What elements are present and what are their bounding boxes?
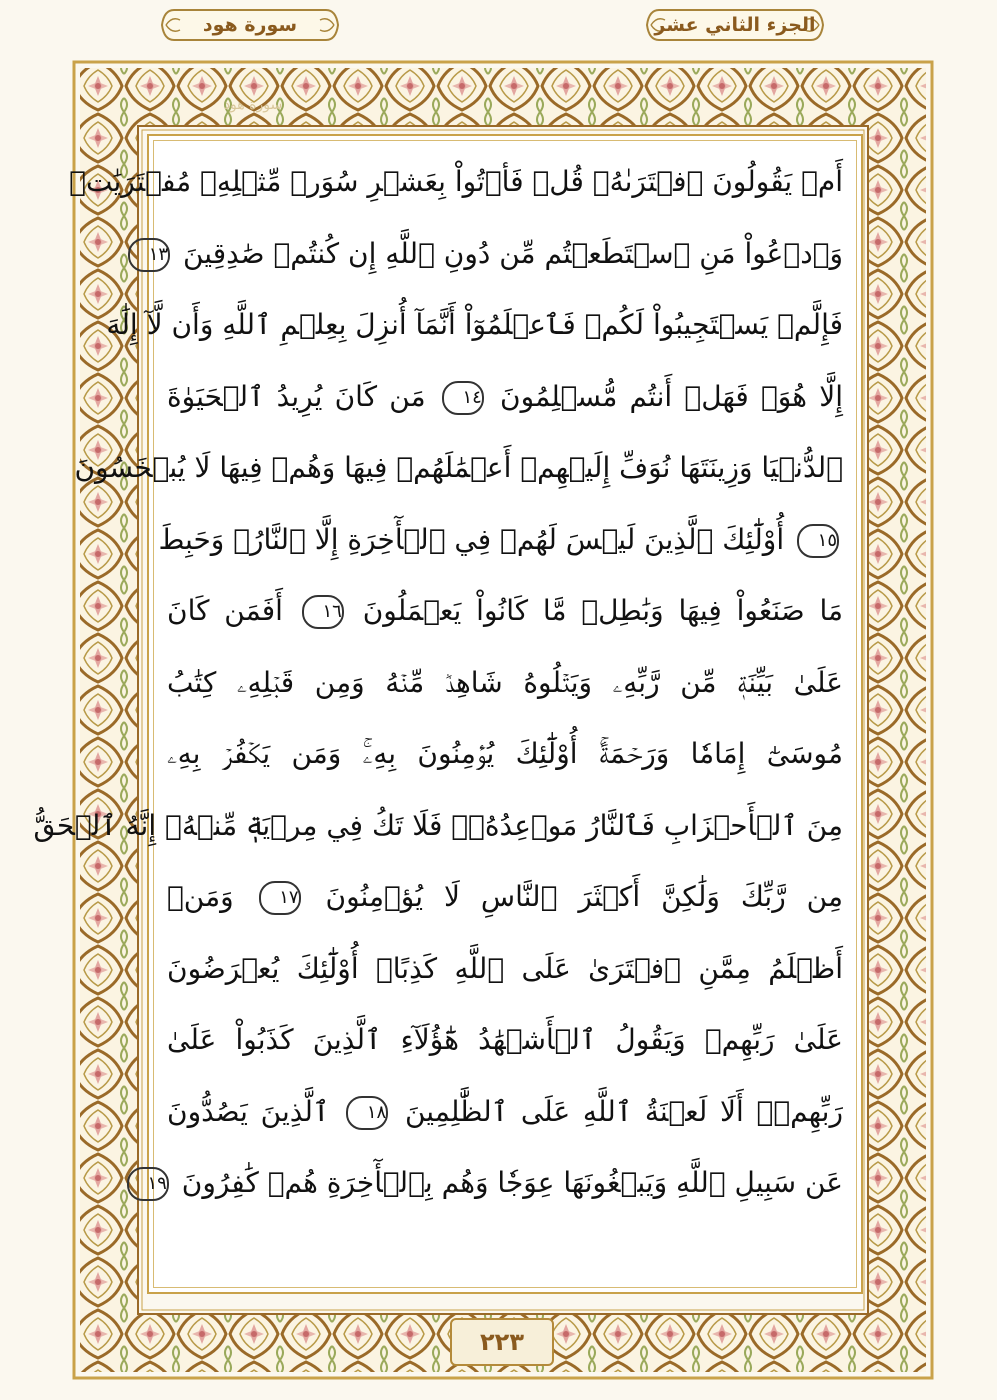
verse-line [149,1163,861,1203]
verse-text: رَبِّهِمۡۚ أَلَا لَعۡنَةُ ٱللَّهِ عَلَى ٱلظَّٰلِمِينَ [404,1094,843,1128]
verse-text: أَمۡ يَقُولُونَ ٱفۡتَرَىٰهُۖ قُلۡ فَأۡتُواْ بِعَشۡرِ سُوَرٖ مِّثۡلِهِۦ مُفۡتَرَيَٰتٖ [69,165,843,198]
ayah-number-marker: ١٧ [259,881,301,915]
verse-line [149,949,861,989]
ornament-label: سورة هود [223,97,283,113]
verse-text: أَفَمَن كَانَ [167,594,283,627]
verse-text: وَٱدۡعُواْ مَنِ ٱسۡتَطَعۡتُم مِّن دُونِ ٱللَّهِ إِن كُنتُمۡ صَٰدِقِينَ [182,236,843,270]
surah-name-label: سورة هود [202,14,298,36]
ayah-number-marker: ١٦ [302,595,344,629]
verse-text: مِن رَّبِّكَ وَلَٰكِنَّ أَكۡثَرَ ٱلنَّاسِ لَا يُؤۡمِنُونَ [325,880,843,913]
surah-name-tab [160,8,340,42]
ayah-number-marker: ١٩ [127,1167,169,1201]
verse-line [149,1092,861,1132]
verse-text: عَلَىٰ رَبِّهِمۡ وَيَقُولُ ٱلۡأَشۡهَٰدُ هَٰٓؤُلَآءِ ٱلَّذِينَ كَذَبُواْ عَلَىٰ [167,1023,843,1056]
quran-text-panel [33,134,863,1294]
verse-line [106,305,861,345]
verse-text: ٱلدُّنۡيَا وَزِينَتَهَا نُوَفِّ إِلَيۡهِمۡ أَعۡمَٰلَهُمۡ فِيهَا وَهُمۡ فِيهَا لَا يُبۡخَسُونَ [74,451,843,484]
verse-line [149,234,861,274]
verse-text: مَن كَانَ يُرِيدُ ٱلۡحَيَوٰةَ [167,379,426,413]
verse-line [149,1020,861,1060]
verse-text: إِلَّا هُوَۖ فَهَلۡ أَنتُم مُّسۡلِمُونَ [500,379,843,413]
verse-text: أُوْلَٰٓئِكَ ٱلَّذِينَ لَيۡسَ لَهُمۡ فِي ٱلۡأٓخِرَةِ إِلَّا ٱلنَّارُۖ وَحَبِطَ [158,522,785,556]
verse-text: أَظۡلَمُ مِمَّنِ ٱفۡتَرَىٰ عَلَى ٱللَّهِ كَذِبًاۚ أُوْلَٰٓئِكَ يُعۡرَضُونَ [167,951,843,985]
ayah-number-marker: ١٤ [442,381,484,415]
verse-text: ٱلَّذِينَ يَصُدُّونَ [167,1094,330,1128]
verse-line [149,877,861,917]
ayah-number-marker: ١٣ [128,238,170,272]
verse-line [149,377,861,417]
verse-line [149,734,861,774]
verse-text: عَن سَبِيلِ ٱللَّهِ وَيَبۡغُونَهَا عِوَجٗا وَهُم بِٱلۡأٓخِرَةِ هُمۡ كَٰفِرُونَ [181,1166,843,1199]
verse-line [33,806,861,846]
verse-line [149,520,861,560]
verse-text: مُوسَىٰٓ إِمَامٗا وَرَحۡمَةًۚ أُوْلَٰٓئِكَ يُؤۡمِنُونَ بِهِۦۚ وَمَن يَكۡفُرۡ بِهِۦ [167,737,843,770]
verse-line [69,162,861,202]
juz-name-tab [645,8,825,42]
verse-line [74,448,861,488]
ayah-number-marker: ١٨ [346,1096,388,1130]
verse-text: مَا صَنَعُواْ فِيهَا وَبَٰطِلٞ مَّا كَانُواْ يَعۡمَلُونَ [362,594,843,627]
verse-text: مِنَ ٱلۡأَحۡزَابِ فَٱلنَّارُ مَوۡعِدُهُۥۚ فَلَا تَكُ فِي مِرۡيَةٖ مِّنۡهُۚ إِنَّهُ ٱلۡحَقُّ [33,808,843,842]
ayah-number-marker: ١٥ [797,524,839,558]
verse-line [149,663,861,703]
verse-line [149,591,861,631]
page-number: ٢٢٣ [450,1318,554,1366]
verse-text: فَإِلَّمۡ يَسۡتَجِيبُواْ لَكُمۡ فَٱعۡلَمُوٓاْ أَنَّمَآ أُنزِلَ بِعِلۡمِ ٱللَّهِ وَأَن لَّآ إِلَٰهَ [106,308,843,341]
verse-text: وَمَنۡ [167,880,234,913]
verse-text: عَلَىٰ بَيِّنَةٖ مِّن رَّبِّهِۦ وَيَتۡلُوهُ شَاهِدٞ مِّنۡهُ وَمِن قَبۡلِهِۦ كِتَٰبُ [167,665,843,699]
juz-name-label: الجزء الثاني عشر [654,14,816,36]
